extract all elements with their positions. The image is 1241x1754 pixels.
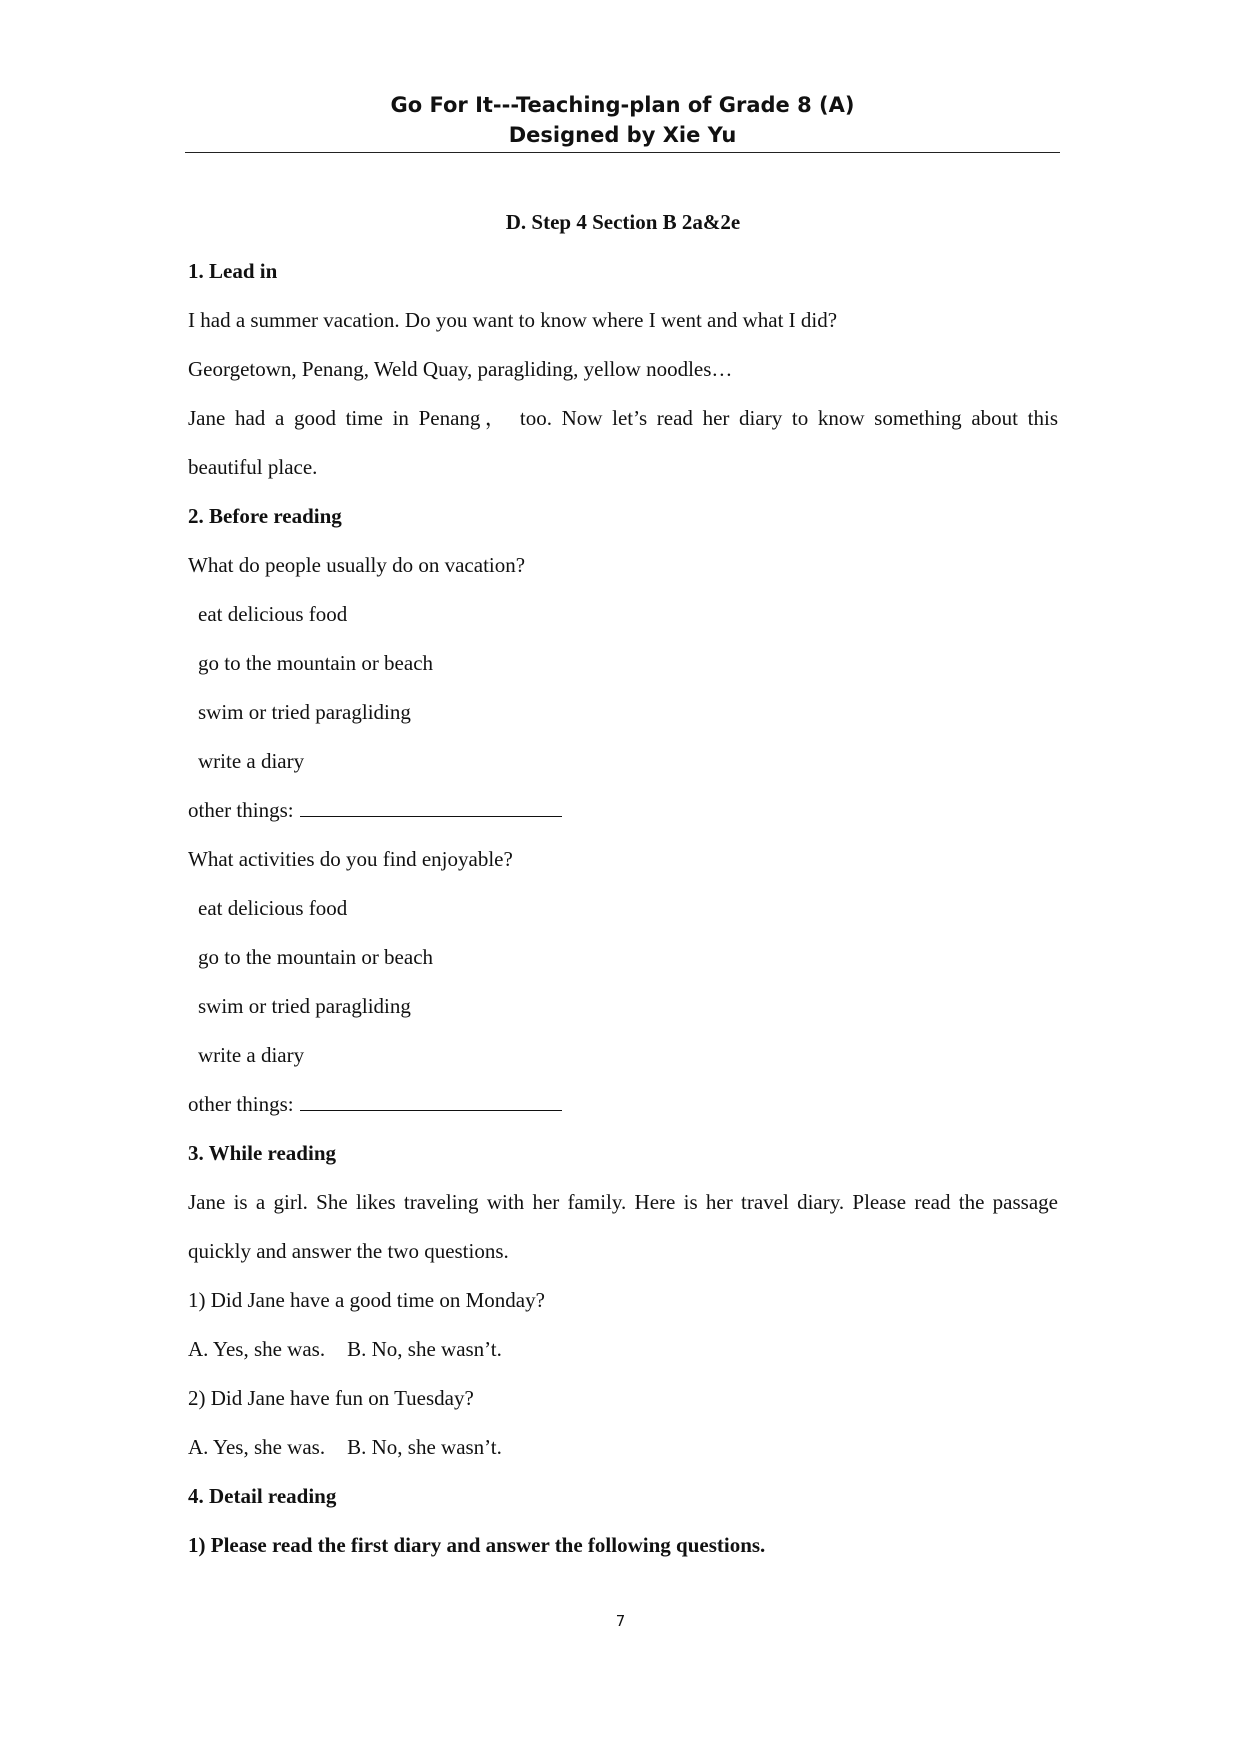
option-item: write a diary: [198, 1043, 305, 1067]
option-item: eat delicious food: [198, 896, 348, 920]
option-a: A. Yes, she was.: [188, 1435, 326, 1459]
option-item: go to the mountain or beach: [198, 945, 434, 969]
paragraph-line: quickly and answer the two questions.: [188, 1239, 509, 1263]
lead-in-line: Georgetown, Penang, Weld Quay, paragliding, yellow noodles…: [188, 357, 733, 381]
detail-reading-heading: 4. Detail reading: [188, 1484, 337, 1508]
step-title: D. Step 4 Section B 2a&2e: [505, 210, 741, 234]
answer-options: [188, 1423, 1058, 1472]
option-a: A. Yes, she was.: [188, 1337, 326, 1361]
lead-in-heading: 1. Lead in: [188, 259, 278, 283]
option-item: swim or tried paragliding: [198, 994, 411, 1018]
before-reading-heading: 2. Before reading: [188, 504, 342, 528]
answer-blank[interactable]: [300, 1092, 562, 1111]
option-item: eat delicious food: [198, 602, 348, 626]
answer-options: [188, 1325, 1058, 1374]
other-things-label: other things:: [188, 1092, 294, 1116]
detail-reading-subheading: 1) Please read the first diary and answer the following questions.: [188, 1533, 766, 1557]
page-header: [185, 90, 1060, 150]
question-text: 2) Did Jane have fun on Tuesday?: [188, 1386, 474, 1410]
other-things-row: [188, 786, 1058, 835]
answer-blank[interactable]: [300, 798, 562, 817]
lead-in-line: Jane had a good time in Penang， too. Now let’s read her diary to know something about this: [188, 406, 1058, 430]
lead-in-line: I had a summer vacation. Do you want to know where I went and what I did?: [188, 308, 838, 332]
paragraph-line: Jane is a girl. She likes traveling with her family. Here is her travel diary. Please read the passage: [188, 1190, 1058, 1214]
header-title: Go For It---Teaching-plan of Grade 8 (A): [390, 93, 855, 117]
document-body: [188, 198, 1058, 1570]
option-b: B. No, she wasn’t.: [347, 1337, 502, 1361]
question-text: What do people usually do on vacation?: [188, 553, 526, 577]
question-text: What activities do you find enjoyable?: [188, 847, 513, 871]
other-things-row: [188, 1080, 1058, 1129]
while-reading-heading: 3. While reading: [188, 1141, 336, 1165]
question-text: 1) Did Jane have a good time on Monday?: [188, 1288, 545, 1312]
option-item: go to the mountain or beach: [198, 651, 434, 675]
option-item: swim or tried paragliding: [198, 700, 411, 724]
header-subtitle: Designed by Xie Yu: [508, 123, 737, 147]
page-number: 7: [615, 1612, 626, 1630]
header-divider: [185, 152, 1060, 153]
option-b: B. No, she wasn’t.: [347, 1435, 502, 1459]
lead-in-line: beautiful place.: [188, 455, 318, 479]
option-item: write a diary: [198, 749, 305, 773]
other-things-label: other things:: [188, 798, 294, 822]
